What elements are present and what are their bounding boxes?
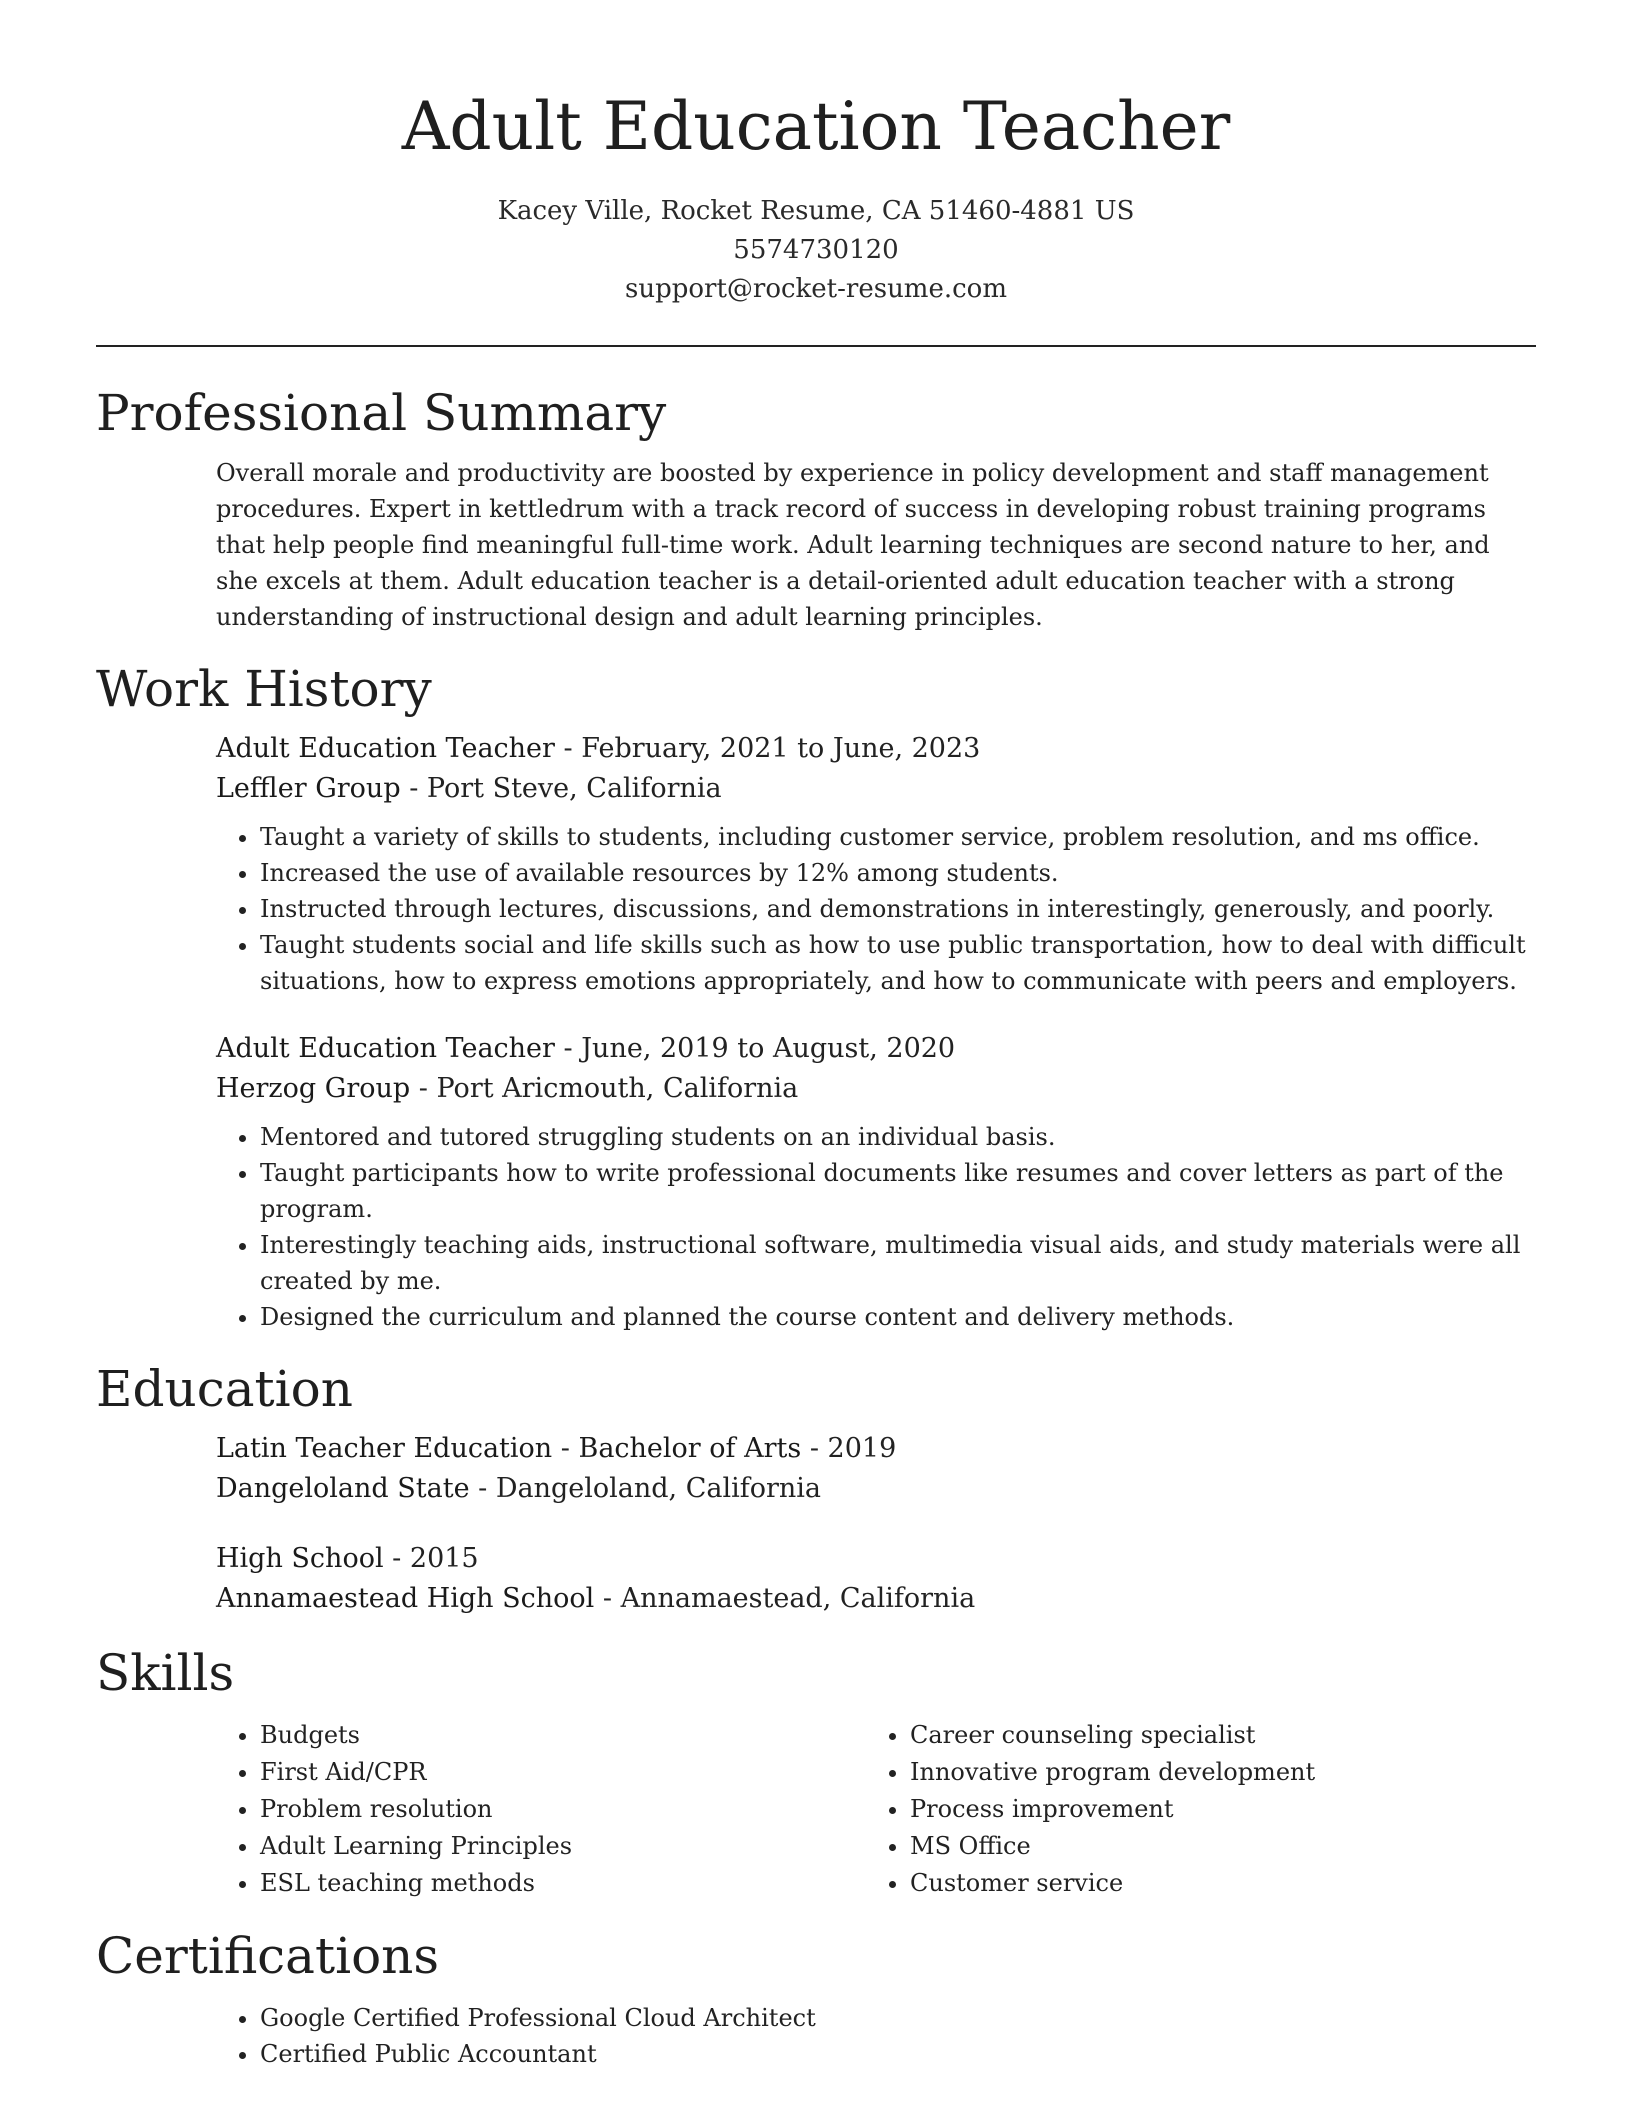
job-bullet: • Designed the curriculum and planned the course content and delivery methods. bbox=[260, 1299, 1536, 1335]
education-program: High School bbox=[216, 1543, 384, 1574]
contact-block bbox=[96, 192, 1536, 309]
job-role: Adult Education Teacher bbox=[216, 1033, 555, 1064]
job-bullet: • Taught a variety of skills to students, including customer service, problem resolution, and ms office. bbox=[260, 819, 1536, 855]
job-separator: - bbox=[400, 773, 427, 804]
skill-item: • Budgets bbox=[260, 1717, 866, 1754]
education-section bbox=[96, 1357, 1536, 1619]
skills-column-left bbox=[216, 1717, 866, 1902]
summary-title: Professional Summary bbox=[96, 384, 667, 442]
education-school-line bbox=[216, 1469, 1536, 1509]
education-separator: - bbox=[383, 1543, 410, 1574]
skill-item: • Customer service bbox=[910, 1865, 1516, 1902]
summary-section bbox=[96, 381, 1536, 635]
education-school-line bbox=[216, 1579, 1536, 1619]
header-divider bbox=[96, 345, 1536, 347]
education-school: Annamaestead High School bbox=[216, 1583, 595, 1614]
job-bullets bbox=[216, 819, 1536, 999]
education-location: Dangeloland, California bbox=[495, 1473, 822, 1504]
job-separator: - bbox=[554, 1033, 582, 1064]
job-location: Port Aricmouth, California bbox=[436, 1073, 799, 1104]
summary-text: Overall morale and productivity are boosted by experience in policy development and staff management procedures. Expert in kettledrum with a track record of success in developing robust training programs that help people find meaningful full-time work. Adult learning techniques are second nature to her, and she excels at them. Adult education teacher is a detail-oriented adult education teacher with a strong understanding of instructional design and adult learning principles. bbox=[216, 459, 1490, 631]
contact-address: Kacey Ville, Rocket Resume, CA 51460-4881 US bbox=[497, 196, 1135, 226]
skills-column-right bbox=[866, 1717, 1516, 1902]
summary-body bbox=[216, 455, 1536, 635]
job-title-line bbox=[216, 729, 1536, 769]
certifications-section bbox=[96, 1924, 1536, 2072]
job-bullet: • Taught students social and life skills such as how to use public transportation, how to deal with difficult situations, how to express emotions appropriately, and how to communicate with peers and employers. bbox=[260, 927, 1536, 999]
job-company-line bbox=[216, 1069, 1536, 1109]
education-title: Education bbox=[96, 1360, 353, 1418]
job-separator: - bbox=[410, 1073, 437, 1104]
education-entry bbox=[216, 1539, 1536, 1619]
certifications-title: Certifications bbox=[96, 1927, 440, 1985]
skill-item: • Adult Learning Principles bbox=[260, 1828, 866, 1865]
education-entry bbox=[216, 1429, 1536, 1509]
skill-item: • Problem resolution bbox=[260, 1791, 866, 1828]
certification-item: • Google Certified Professional Cloud Architect bbox=[260, 2000, 1536, 2036]
skills-section bbox=[96, 1641, 1536, 1902]
contact-phone: 5574730120 bbox=[733, 235, 899, 265]
candidate-name: Adult Education Teacher bbox=[401, 88, 1231, 165]
contact-email: support@rocket-resume.com bbox=[624, 274, 1007, 304]
certifications-body bbox=[216, 2000, 1536, 2072]
job-role: Adult Education Teacher bbox=[216, 733, 555, 764]
resume-page bbox=[96, 0, 1536, 2072]
education-degree: Bachelor of Arts bbox=[578, 1433, 802, 1464]
job-entry bbox=[216, 729, 1536, 999]
skill-item: • Career counseling specialist bbox=[910, 1717, 1516, 1754]
job-company: Herzog Group bbox=[216, 1073, 411, 1104]
job-bullet: • Increased the use of available resources by 12% among students. bbox=[260, 855, 1536, 891]
job-title-line bbox=[216, 1029, 1536, 1069]
skill-item: • Process improvement bbox=[910, 1791, 1516, 1828]
skills-grid bbox=[216, 1717, 1536, 1902]
skill-item: • MS Office bbox=[910, 1828, 1516, 1865]
education-separator: - bbox=[552, 1433, 579, 1464]
work-title: Work History bbox=[96, 660, 432, 718]
job-dates: February, 2021 to June, 2023 bbox=[581, 733, 981, 764]
education-program-line bbox=[216, 1429, 1536, 1469]
job-bullet: • Mentored and tutored struggling students on an individual basis. bbox=[260, 1119, 1536, 1155]
education-separator: - bbox=[469, 1473, 496, 1504]
skill-item: • Innovative program development bbox=[910, 1754, 1516, 1791]
skill-item: • ESL teaching methods bbox=[260, 1865, 866, 1902]
resume-header bbox=[96, 0, 1536, 309]
job-location: Port Steve, California bbox=[426, 773, 722, 804]
education-separator: - bbox=[594, 1583, 621, 1614]
skill-item: • First Aid/CPR bbox=[260, 1754, 866, 1791]
job-bullet: • Taught participants how to write professional documents like resumes and cover letters as part of the program. bbox=[260, 1155, 1536, 1227]
job-separator: - bbox=[554, 733, 582, 764]
certification-item: • Certified Public Accountant bbox=[260, 2036, 1536, 2072]
skills-title: Skills bbox=[96, 1644, 235, 1702]
education-location: Annamaestead, California bbox=[620, 1583, 976, 1614]
education-year: 2019 bbox=[827, 1433, 897, 1464]
job-entry bbox=[216, 1029, 1536, 1335]
work-section bbox=[96, 657, 1536, 1335]
job-company-line bbox=[216, 769, 1536, 809]
certifications-list bbox=[216, 2000, 1536, 2072]
education-program: Latin Teacher Education bbox=[216, 1433, 553, 1464]
job-company: Leffler Group bbox=[216, 773, 401, 804]
job-bullet: • Instructed through lectures, discussions, and demonstrations in interestingly, generously, and poorly. bbox=[260, 891, 1536, 927]
job-bullet: • Interestingly teaching aids, instructional software, multimedia visual aids, and study materials were all created by me. bbox=[260, 1227, 1536, 1299]
education-school: Dangeloland State bbox=[216, 1473, 470, 1504]
education-program-line bbox=[216, 1539, 1536, 1579]
education-separator: - bbox=[801, 1433, 828, 1464]
education-year: 2015 bbox=[409, 1543, 479, 1574]
job-bullets bbox=[216, 1119, 1536, 1335]
job-dates: June, 2019 to August, 2020 bbox=[581, 1033, 956, 1064]
